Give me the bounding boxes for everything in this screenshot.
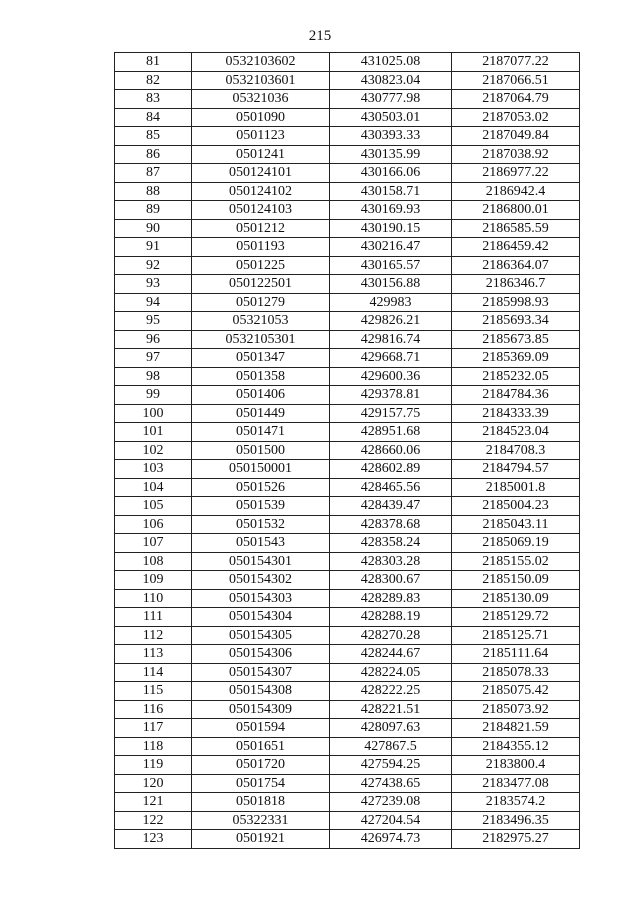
y-coordinate-cell: 2186800.01 xyxy=(452,201,580,220)
table-row xyxy=(115,367,580,386)
table-row xyxy=(115,608,580,627)
x-coordinate-cell: 430823.04 xyxy=(330,71,452,90)
y-coordinate-cell: 2185078.33 xyxy=(452,663,580,682)
table-row xyxy=(115,719,580,738)
point-code-cell: 0501539 xyxy=(192,497,330,516)
row-number-cell: 123 xyxy=(115,830,192,849)
table-row xyxy=(115,127,580,146)
row-number-cell: 120 xyxy=(115,774,192,793)
x-coordinate-cell: 428289.83 xyxy=(330,589,452,608)
point-code-cell: 050124103 xyxy=(192,201,330,220)
x-coordinate-cell: 429816.74 xyxy=(330,330,452,349)
x-coordinate-cell: 428300.67 xyxy=(330,571,452,590)
table-row xyxy=(115,811,580,830)
point-code-cell: 0501279 xyxy=(192,293,330,312)
x-coordinate-cell: 429378.81 xyxy=(330,386,452,405)
y-coordinate-cell: 2184333.39 xyxy=(452,404,580,423)
y-coordinate-cell: 2186346.7 xyxy=(452,275,580,294)
row-number-cell: 88 xyxy=(115,182,192,201)
point-code-cell: 0501921 xyxy=(192,830,330,849)
point-code-cell: 050124101 xyxy=(192,164,330,183)
y-coordinate-cell: 2185073.92 xyxy=(452,700,580,719)
x-coordinate-cell: 429668.71 xyxy=(330,349,452,368)
point-code-cell: 050124102 xyxy=(192,182,330,201)
row-number-cell: 103 xyxy=(115,460,192,479)
x-coordinate-cell: 429600.36 xyxy=(330,367,452,386)
point-code-cell: 0501123 xyxy=(192,127,330,146)
table-row xyxy=(115,589,580,608)
table-row xyxy=(115,71,580,90)
table-row xyxy=(115,293,580,312)
row-number-cell: 94 xyxy=(115,293,192,312)
y-coordinate-cell: 2183800.4 xyxy=(452,756,580,775)
table-row xyxy=(115,164,580,183)
table-row xyxy=(115,663,580,682)
point-code-cell: 050154303 xyxy=(192,589,330,608)
y-coordinate-cell: 2184821.59 xyxy=(452,719,580,738)
point-code-cell: 0501594 xyxy=(192,719,330,738)
table-row xyxy=(115,552,580,571)
y-coordinate-cell: 2184794.57 xyxy=(452,460,580,479)
x-coordinate-cell: 429826.21 xyxy=(330,312,452,331)
table-row xyxy=(115,534,580,553)
row-number-cell: 86 xyxy=(115,145,192,164)
y-coordinate-cell: 2187053.02 xyxy=(452,108,580,127)
y-coordinate-cell: 2187049.84 xyxy=(452,127,580,146)
table-row xyxy=(115,182,580,201)
row-number-cell: 106 xyxy=(115,515,192,534)
point-code-cell: 0501241 xyxy=(192,145,330,164)
y-coordinate-cell: 2184355.12 xyxy=(452,737,580,756)
y-coordinate-cell: 2185125.71 xyxy=(452,626,580,645)
y-coordinate-cell: 2186942.4 xyxy=(452,182,580,201)
y-coordinate-cell: 2184523.04 xyxy=(452,423,580,442)
point-code-cell: 050154302 xyxy=(192,571,330,590)
page-number: 215 xyxy=(308,28,332,44)
table-row xyxy=(115,238,580,257)
row-number-cell: 96 xyxy=(115,330,192,349)
point-code-cell: 0532103602 xyxy=(192,53,330,72)
row-number-cell: 119 xyxy=(115,756,192,775)
x-coordinate-cell: 427867.5 xyxy=(330,737,452,756)
y-coordinate-cell: 2185673.85 xyxy=(452,330,580,349)
x-coordinate-cell: 428439.47 xyxy=(330,497,452,516)
table-row xyxy=(115,626,580,645)
y-coordinate-cell: 2185004.23 xyxy=(452,497,580,516)
y-coordinate-cell: 2185129.72 xyxy=(452,608,580,627)
y-coordinate-cell: 2182975.27 xyxy=(452,830,580,849)
point-code-cell: 05321053 xyxy=(192,312,330,331)
table-row xyxy=(115,774,580,793)
x-coordinate-cell: 428951.68 xyxy=(330,423,452,442)
row-number-cell: 87 xyxy=(115,164,192,183)
table-row xyxy=(115,219,580,238)
y-coordinate-cell: 2185693.34 xyxy=(452,312,580,331)
y-coordinate-cell: 2185232.05 xyxy=(452,367,580,386)
table-row xyxy=(115,441,580,460)
point-code-cell: 050154306 xyxy=(192,645,330,664)
row-number-cell: 115 xyxy=(115,682,192,701)
point-code-cell: 0501651 xyxy=(192,737,330,756)
y-coordinate-cell: 2184784.36 xyxy=(452,386,580,405)
point-code-cell: 050154304 xyxy=(192,608,330,627)
table-row xyxy=(115,90,580,109)
row-number-cell: 92 xyxy=(115,256,192,275)
row-number-cell: 95 xyxy=(115,312,192,331)
point-code-cell: 0501818 xyxy=(192,793,330,812)
x-coordinate-cell: 428244.67 xyxy=(330,645,452,664)
row-number-cell: 102 xyxy=(115,441,192,460)
table-row xyxy=(115,682,580,701)
x-coordinate-cell: 430503.01 xyxy=(330,108,452,127)
x-coordinate-cell: 430158.71 xyxy=(330,182,452,201)
point-code-cell: 050122501 xyxy=(192,275,330,294)
point-code-cell: 0532105301 xyxy=(192,330,330,349)
y-coordinate-cell: 2183574.2 xyxy=(452,793,580,812)
point-code-cell: 0501193 xyxy=(192,238,330,257)
row-number-cell: 105 xyxy=(115,497,192,516)
table-row xyxy=(115,737,580,756)
point-code-cell: 0501471 xyxy=(192,423,330,442)
y-coordinate-cell: 2183496.35 xyxy=(452,811,580,830)
point-code-cell: 050150001 xyxy=(192,460,330,479)
point-code-cell: 0501500 xyxy=(192,441,330,460)
x-coordinate-cell: 428221.51 xyxy=(330,700,452,719)
table-row xyxy=(115,275,580,294)
table-row xyxy=(115,756,580,775)
table-row xyxy=(115,515,580,534)
point-code-cell: 050154308 xyxy=(192,682,330,701)
row-number-cell: 109 xyxy=(115,571,192,590)
row-number-cell: 99 xyxy=(115,386,192,405)
point-code-cell: 050154301 xyxy=(192,552,330,571)
y-coordinate-cell: 2186585.59 xyxy=(452,219,580,238)
table-row xyxy=(115,700,580,719)
row-number-cell: 122 xyxy=(115,811,192,830)
x-coordinate-cell: 428224.05 xyxy=(330,663,452,682)
y-coordinate-cell: 2185043.11 xyxy=(452,515,580,534)
point-code-cell: 05321036 xyxy=(192,90,330,109)
point-code-cell: 0501543 xyxy=(192,534,330,553)
x-coordinate-cell: 430165.57 xyxy=(330,256,452,275)
row-number-cell: 82 xyxy=(115,71,192,90)
y-coordinate-cell: 2187064.79 xyxy=(452,90,580,109)
point-code-cell: 0532103601 xyxy=(192,71,330,90)
x-coordinate-cell: 428270.28 xyxy=(330,626,452,645)
coordinates-table xyxy=(114,52,580,849)
row-number-cell: 117 xyxy=(115,719,192,738)
table-row xyxy=(115,53,580,72)
row-number-cell: 93 xyxy=(115,275,192,294)
y-coordinate-cell: 2183477.08 xyxy=(452,774,580,793)
row-number-cell: 89 xyxy=(115,201,192,220)
table-row xyxy=(115,312,580,331)
point-code-cell: 0501225 xyxy=(192,256,330,275)
table-row xyxy=(115,423,580,442)
x-coordinate-cell: 430166.06 xyxy=(330,164,452,183)
point-code-cell: 0501090 xyxy=(192,108,330,127)
y-coordinate-cell: 2184708.3 xyxy=(452,441,580,460)
y-coordinate-cell: 2185075.42 xyxy=(452,682,580,701)
row-number-cell: 116 xyxy=(115,700,192,719)
y-coordinate-cell: 2187038.92 xyxy=(452,145,580,164)
x-coordinate-cell: 428660.06 xyxy=(330,441,452,460)
table-row xyxy=(115,478,580,497)
table-row xyxy=(115,404,580,423)
point-code-cell: 050154307 xyxy=(192,663,330,682)
row-number-cell: 85 xyxy=(115,127,192,146)
x-coordinate-cell: 430777.98 xyxy=(330,90,452,109)
point-code-cell: 0501406 xyxy=(192,386,330,405)
row-number-cell: 101 xyxy=(115,423,192,442)
y-coordinate-cell: 2187066.51 xyxy=(452,71,580,90)
y-coordinate-cell: 2185150.09 xyxy=(452,571,580,590)
row-number-cell: 84 xyxy=(115,108,192,127)
table-row xyxy=(115,497,580,516)
x-coordinate-cell: 428378.68 xyxy=(330,515,452,534)
y-coordinate-cell: 2186364.07 xyxy=(452,256,580,275)
x-coordinate-cell: 430393.33 xyxy=(330,127,452,146)
point-code-cell: 0501449 xyxy=(192,404,330,423)
y-coordinate-cell: 2185369.09 xyxy=(452,349,580,368)
row-number-cell: 100 xyxy=(115,404,192,423)
row-number-cell: 114 xyxy=(115,663,192,682)
table-row xyxy=(115,330,580,349)
table-row xyxy=(115,256,580,275)
point-code-cell: 05322331 xyxy=(192,811,330,830)
row-number-cell: 110 xyxy=(115,589,192,608)
x-coordinate-cell: 431025.08 xyxy=(330,53,452,72)
table-row xyxy=(115,201,580,220)
y-coordinate-cell: 2185001.8 xyxy=(452,478,580,497)
row-number-cell: 90 xyxy=(115,219,192,238)
point-code-cell: 0501358 xyxy=(192,367,330,386)
table-row xyxy=(115,645,580,664)
row-number-cell: 111 xyxy=(115,608,192,627)
row-number-cell: 121 xyxy=(115,793,192,812)
x-coordinate-cell: 429157.75 xyxy=(330,404,452,423)
table-row xyxy=(115,830,580,849)
point-code-cell: 050154305 xyxy=(192,626,330,645)
point-code-cell: 0501347 xyxy=(192,349,330,368)
y-coordinate-cell: 2185069.19 xyxy=(452,534,580,553)
point-code-cell: 0501754 xyxy=(192,774,330,793)
point-code-cell: 0501212 xyxy=(192,219,330,238)
x-coordinate-cell: 428465.56 xyxy=(330,478,452,497)
y-coordinate-cell: 2185998.93 xyxy=(452,293,580,312)
row-number-cell: 113 xyxy=(115,645,192,664)
x-coordinate-cell: 426974.73 xyxy=(330,830,452,849)
y-coordinate-cell: 2185155.02 xyxy=(452,552,580,571)
coordinates-table-body xyxy=(115,53,580,849)
y-coordinate-cell: 2185130.09 xyxy=(452,589,580,608)
table-row xyxy=(115,108,580,127)
table-row xyxy=(115,460,580,479)
x-coordinate-cell: 430216.47 xyxy=(330,238,452,257)
x-coordinate-cell: 428222.25 xyxy=(330,682,452,701)
x-coordinate-cell: 430135.99 xyxy=(330,145,452,164)
x-coordinate-cell: 429983 xyxy=(330,293,452,312)
y-coordinate-cell: 2186459.42 xyxy=(452,238,580,257)
row-number-cell: 112 xyxy=(115,626,192,645)
row-number-cell: 108 xyxy=(115,552,192,571)
y-coordinate-cell: 2186977.22 xyxy=(452,164,580,183)
x-coordinate-cell: 428358.24 xyxy=(330,534,452,553)
row-number-cell: 81 xyxy=(115,53,192,72)
y-coordinate-cell: 2187077.22 xyxy=(452,53,580,72)
x-coordinate-cell: 427594.25 xyxy=(330,756,452,775)
table-row xyxy=(115,349,580,368)
x-coordinate-cell: 430169.93 xyxy=(330,201,452,220)
x-coordinate-cell: 430156.88 xyxy=(330,275,452,294)
x-coordinate-cell: 428303.28 xyxy=(330,552,452,571)
point-code-cell: 0501526 xyxy=(192,478,330,497)
row-number-cell: 107 xyxy=(115,534,192,553)
point-code-cell: 0501532 xyxy=(192,515,330,534)
table-row xyxy=(115,145,580,164)
row-number-cell: 98 xyxy=(115,367,192,386)
row-number-cell: 97 xyxy=(115,349,192,368)
table-row xyxy=(115,793,580,812)
x-coordinate-cell: 427204.54 xyxy=(330,811,452,830)
table-row xyxy=(115,386,580,405)
point-code-cell: 0501720 xyxy=(192,756,330,775)
y-coordinate-cell: 2185111.64 xyxy=(452,645,580,664)
row-number-cell: 91 xyxy=(115,238,192,257)
row-number-cell: 83 xyxy=(115,90,192,109)
x-coordinate-cell: 428602.89 xyxy=(330,460,452,479)
x-coordinate-cell: 427239.08 xyxy=(330,793,452,812)
row-number-cell: 118 xyxy=(115,737,192,756)
table-row xyxy=(115,571,580,590)
x-coordinate-cell: 430190.15 xyxy=(330,219,452,238)
point-code-cell: 050154309 xyxy=(192,700,330,719)
x-coordinate-cell: 428097.63 xyxy=(330,719,452,738)
x-coordinate-cell: 427438.65 xyxy=(330,774,452,793)
x-coordinate-cell: 428288.19 xyxy=(330,608,452,627)
row-number-cell: 104 xyxy=(115,478,192,497)
